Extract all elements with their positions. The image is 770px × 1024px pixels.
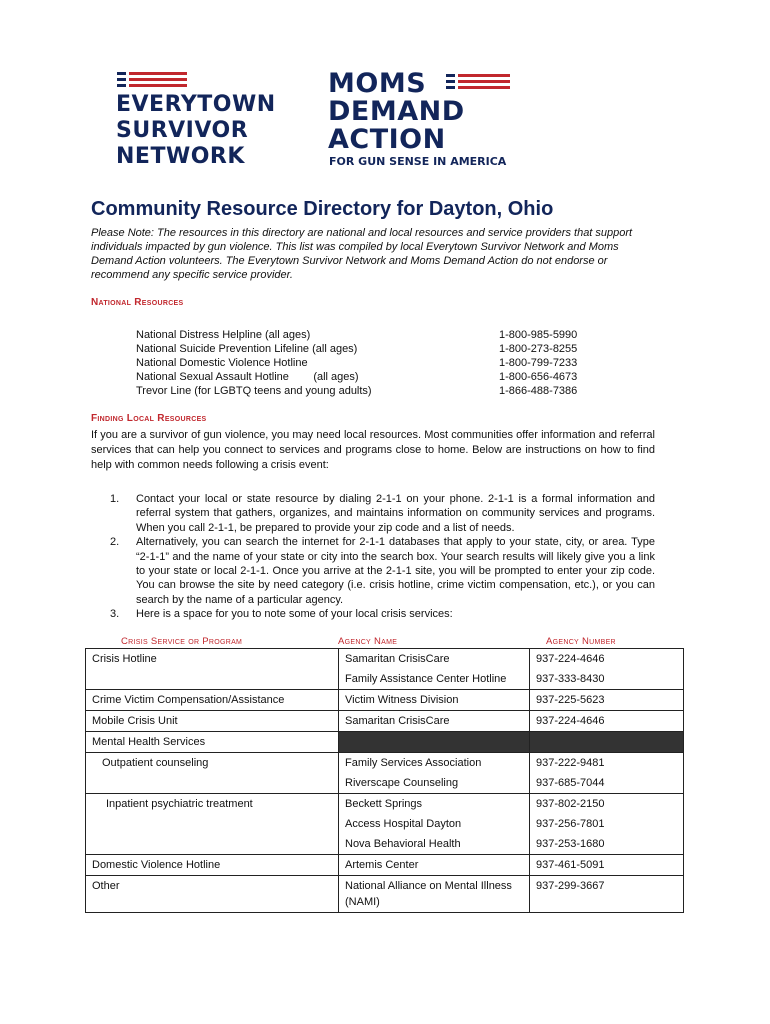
table-row xyxy=(86,834,684,855)
agency-cell: Artemis Center xyxy=(339,855,530,876)
local-resources-heading: Finding Local Resources xyxy=(91,413,207,424)
number-cell: 937-299-3667 xyxy=(530,876,684,913)
everytown-logo xyxy=(116,92,276,170)
table-row xyxy=(86,876,684,913)
national-hotline-list xyxy=(136,328,582,398)
everytown-flag-icon xyxy=(117,72,187,88)
table-row xyxy=(86,669,684,690)
hotline-name: Trevor Line (for LGBTQ teens and young adults) xyxy=(136,385,372,397)
hotline-name: National Suicide Prevention Lifeline (all ages) xyxy=(136,343,358,355)
moms-demand-action-logo xyxy=(328,70,465,154)
number-cell: 937-225-5623 xyxy=(530,690,684,711)
table-row xyxy=(86,690,684,711)
hotline-phone: 1-800-273-8255 xyxy=(499,343,578,355)
disclaimer-note: Please Note: The resources in this directory are national and local resources and service providers that support individuals impacted by gun violence. This list was compiled by local Everytown Survivor Network and Moms Demand Action volunteers. The Everytown Survivor Network and Moms Demand Action do not endorse or recommend any specific service provider. xyxy=(91,227,633,281)
table-row xyxy=(86,814,684,834)
number-cell: 937-333-8430 xyxy=(530,669,684,690)
number-cell: 937-685-7044 xyxy=(530,773,684,794)
hotline-name: National Sexual Assault Hotline (all ages) xyxy=(136,371,359,383)
instruction-step xyxy=(110,607,655,621)
hotline-phone: 1-800-985-5990 xyxy=(499,329,578,341)
number-cell: 937-222-9481 xyxy=(530,753,684,774)
service-cell: Domestic Violence Hotline xyxy=(86,855,339,876)
agency-cell: Family Services Association xyxy=(339,753,530,774)
service-cell: Outpatient counseling xyxy=(86,753,339,774)
agency-cell: Family Assistance Center Hotline xyxy=(339,669,530,690)
table-row xyxy=(86,794,684,815)
instruction-step xyxy=(110,492,655,535)
agency-cell: Riverscape Counseling xyxy=(339,773,530,794)
everytown-logo-line: EVERYTOWN xyxy=(116,92,276,117)
step-number: 1. xyxy=(110,493,120,505)
number-cell: 937-461-5091 xyxy=(530,855,684,876)
hotline-name: National Domestic Violence Hotline xyxy=(136,357,308,369)
hotline-phone: 1-866-488-7386 xyxy=(499,385,578,397)
table-row xyxy=(86,773,684,794)
agency-cell: National Alliance on Mental Illness (NAMI) xyxy=(339,876,530,913)
service-cell: Crisis Hotline xyxy=(86,649,339,670)
agency-cell: Samaritan CrisisCare xyxy=(339,649,530,670)
everytown-logo-line: SURVIVOR xyxy=(116,118,249,143)
column-header-agency: Agency Name xyxy=(338,636,398,647)
table-row xyxy=(86,711,684,732)
hotline-phone: 1-800-656-4673 xyxy=(499,371,578,383)
national-resources-heading: National Resources xyxy=(91,297,184,308)
number-cell: 937-253-1680 xyxy=(530,834,684,855)
agency-cell: Nova Behavioral Health xyxy=(339,834,530,855)
service-cell xyxy=(86,834,339,855)
hotline-phone: 1-800-799-7233 xyxy=(499,357,578,369)
agency-cell: Samaritan CrisisCare xyxy=(339,711,530,732)
service-cell xyxy=(86,669,339,690)
local-resources-intro: If you are a survivor of gun violence, you may need local resources. Most communities offer information and referral services that can help you connect to services and programs close to home. Below are instructions on how to find help with common needs following a crisis event: xyxy=(91,429,655,471)
agency-cell: Beckett Springs xyxy=(339,794,530,815)
service-cell xyxy=(86,773,339,794)
agency-cell-blank xyxy=(339,732,530,753)
agency-cell: Victim Witness Division xyxy=(339,690,530,711)
column-header-number: Agency Number xyxy=(546,636,616,647)
table-row xyxy=(86,753,684,774)
table-row xyxy=(86,649,684,670)
step-number: 2. xyxy=(110,536,120,549)
moms-logo-line: ACTION xyxy=(328,124,446,155)
instruction-list xyxy=(110,492,655,622)
page-title: Community Resource Directory for Dayton, Ohio xyxy=(91,198,554,220)
agency-cell: Access Hospital Dayton xyxy=(339,814,530,834)
number-cell: 937-802-2150 xyxy=(530,794,684,815)
number-cell: 937-256-7801 xyxy=(530,814,684,834)
service-cell: Inpatient psychiatric treatment xyxy=(86,794,339,815)
service-cell: Crime Victim Compensation/Assistance xyxy=(86,690,339,711)
hotline-name: National Distress Helpline (all ages) xyxy=(136,329,311,341)
service-cell xyxy=(86,814,339,834)
service-cell: Other xyxy=(86,876,339,913)
number-cell-blank xyxy=(530,732,684,753)
table-row xyxy=(86,732,684,753)
hotline-row xyxy=(136,356,582,370)
hotline-row xyxy=(136,328,582,342)
local-services-table xyxy=(85,648,684,913)
step-number: 3. xyxy=(110,608,120,621)
step-text: Alternatively, you can search the internet for 2-1-1 databases that apply to your state, city, or area. Type “2-1-1” and the name of your state or city into the search box. Your search results will likely give you a link to your state or local 2-1-1. Once you arrive at the 2-1-1 site, you will be prompted to enter your zip code. You can browse the site by need category (i.e. crisis hotline, crime victim compensation, etc.), or you can search by the name of a particular agency. xyxy=(136,536,655,606)
everytown-logo-line: NETWORK xyxy=(116,144,245,169)
column-header-service: Crisis Service or Program xyxy=(121,636,243,647)
service-cell: Mental Health Services xyxy=(86,732,339,753)
step-text: Here is a space for you to note some of your local crisis services: xyxy=(136,608,453,621)
service-cell: Mobile Crisis Unit xyxy=(86,711,339,732)
moms-flag-icon xyxy=(446,74,510,90)
hotline-row xyxy=(136,370,582,384)
instruction-step xyxy=(110,535,655,607)
step-text: Contact your local or state resource by dialing 2-1-1 on your phone. 2-1-1 is a formal information and referral system that gathers, organizes, and maintains information on community services and programs. When you call 2-1-1, be prepared to provide your zip code and a list of needs. xyxy=(136,493,655,534)
hotline-row xyxy=(136,342,582,356)
table-row xyxy=(86,855,684,876)
moms-logo-tagline: FOR GUN SENSE IN AMERICA xyxy=(329,155,507,168)
number-cell: 937-224-4646 xyxy=(530,711,684,732)
moms-logo-line: MOMS xyxy=(328,68,427,99)
hotline-row xyxy=(136,384,582,398)
number-cell: 937-224-4646 xyxy=(530,649,684,670)
moms-logo-line: DEMAND xyxy=(328,96,465,127)
